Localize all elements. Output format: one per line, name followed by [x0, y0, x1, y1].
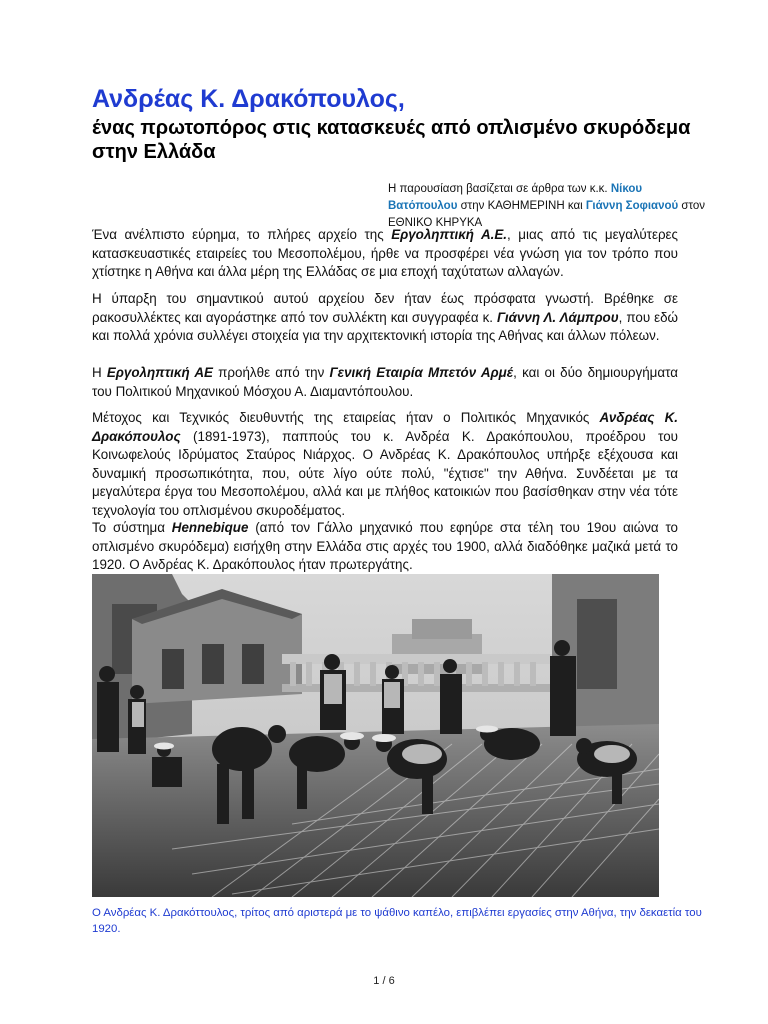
person-name: Ανδρέας Κ. Δρακόπουλος — [92, 410, 678, 444]
text-run: Το σύστημα — [92, 520, 172, 535]
document-subtitle: ένας πρωτοπόρος στις κατασκευές από οπλισμένο σκυρόδεμα στην Ελλάδα — [92, 117, 691, 163]
author-link-vatopoulos[interactable]: Νίκου Βατόπουλου — [388, 183, 643, 212]
historical-photo — [92, 574, 659, 897]
text-run: Η ύπαρξη του σημαντικού αυτού αρχείου δεν ήταν έως πρόσφατα γνωστή. Βρέθηκε σε ρακοσυλλέκτες και αγοράστηκε από τον συλλέκτη και συγγραφέα κ. — [92, 291, 678, 325]
paragraph-hennebique — [92, 519, 678, 575]
text-run: Η — [92, 365, 107, 380]
source-note — [388, 181, 708, 232]
photo-illustration — [92, 574, 659, 897]
text-run: , και οι δύο δημιουργήματα του Πολιτικού Μηχανικού Μόσχου Α. Διαμαντόπουλου. — [92, 365, 678, 399]
paragraph-biography — [92, 409, 678, 520]
collector-name: Γιάννη Λ. Λάμπρου — [496, 309, 619, 325]
text-run: προήλθε από την — [212, 365, 330, 380]
text-run: Μέτοχος και Τεχνικός διευθυντής της εταιρείας ήταν ο Πολιτικός Μηχανικός — [92, 410, 600, 425]
author-link-sofianos[interactable]: Γιάννη Σοφιανού — [585, 200, 679, 212]
company-name: Γενική Εταιρία Μπετόν Αρμέ — [329, 365, 514, 380]
text-run: Ένα ανέλπιστο εύρημα, το πλήρες αρχείο της — [92, 227, 392, 242]
paragraph-discovery — [92, 226, 678, 282]
text-run: (από τον Γάλλο μηχανικό που εφηύρε στα τέλη του 19ου αιώνα το οπλισμένο σκυρόδεμα) εισήχθη στην Ελλάδα στις αρχές του 1900, αλλά διαδόθηκε μαζικά μετά το 1920. Ο Ανδρέας Κ. Δρακόπουλος ήταν πρωτεργάτης. — [92, 520, 678, 572]
text-run: , που εδώ και πολλά χρόνια συλλέγει στοιχεία για την αρχιτεκτονική ιστορία της Αθήνας και άλλων πόλεων. — [92, 309, 679, 343]
company-name: Εργοληπτική ΑΕ — [106, 365, 213, 380]
system-name: Hennebique — [171, 520, 249, 535]
text-run: , μιας από τις μεγαλύτερες κατασκευαστικές εταιρείες του Μεσοπολέμου, ήρθε να προσφέρει νέα γνώση για τον τρόπο που χτίστηκε η Αθήνα και άλλα μέρη της Ελλάδας σε μια εποχή ταχύτατων αλλαγών. — [92, 227, 678, 279]
paragraph-archive — [92, 290, 678, 346]
page-number: 1 / 6 — [373, 975, 395, 987]
paragraph-origin — [92, 364, 678, 401]
photo-caption: Ο Ανδρέας Κ. Δρακόττουλος, τρίτος από αριστερά με το ψάθινο καπέλο, επιβλέπει εργασίες στην Αθήνα, την δεκαετία του 1920. — [92, 907, 702, 935]
source-note-text: στην ΚΑΘΗΜΕΡΙΝΗ και — [457, 200, 586, 212]
source-note-text: στον ΕΘΝΙΚΟ ΚΗΡΥΚΑ — [388, 200, 706, 229]
document-title: Ανδρέας Κ. Δρακόπουλος, — [92, 85, 405, 113]
source-note-text: Η παρουσίαση βασίζεται σε άρθρα των κ.κ. — [388, 183, 611, 195]
text-run: (1891-1973), παππούς του κ. Ανδρέα Κ. Δρακόπουλου, προέδρου του Κοινωφελούς Ιδρύματος Σταύρος Νιάρχος. Ο Ανδρέας Κ. Δρακόπουλος υπήρξε εξέχουσα και δυναμική προσωπικότητα, που, ούτε λίγο ούτε πολύ, "έχτισε" την Αθήνα. Συνδέεται με τα μεγαλύτερα έργα του Μεσοπολέμου, αλλά και με πλήθος κατοικιών που βασίσθηκαν στην νέα τότε τεχνολογία του οπλισμένου σκυροδέματος. — [92, 428, 678, 518]
company-name: Εργοληπτική Α.Ε. — [391, 227, 508, 242]
